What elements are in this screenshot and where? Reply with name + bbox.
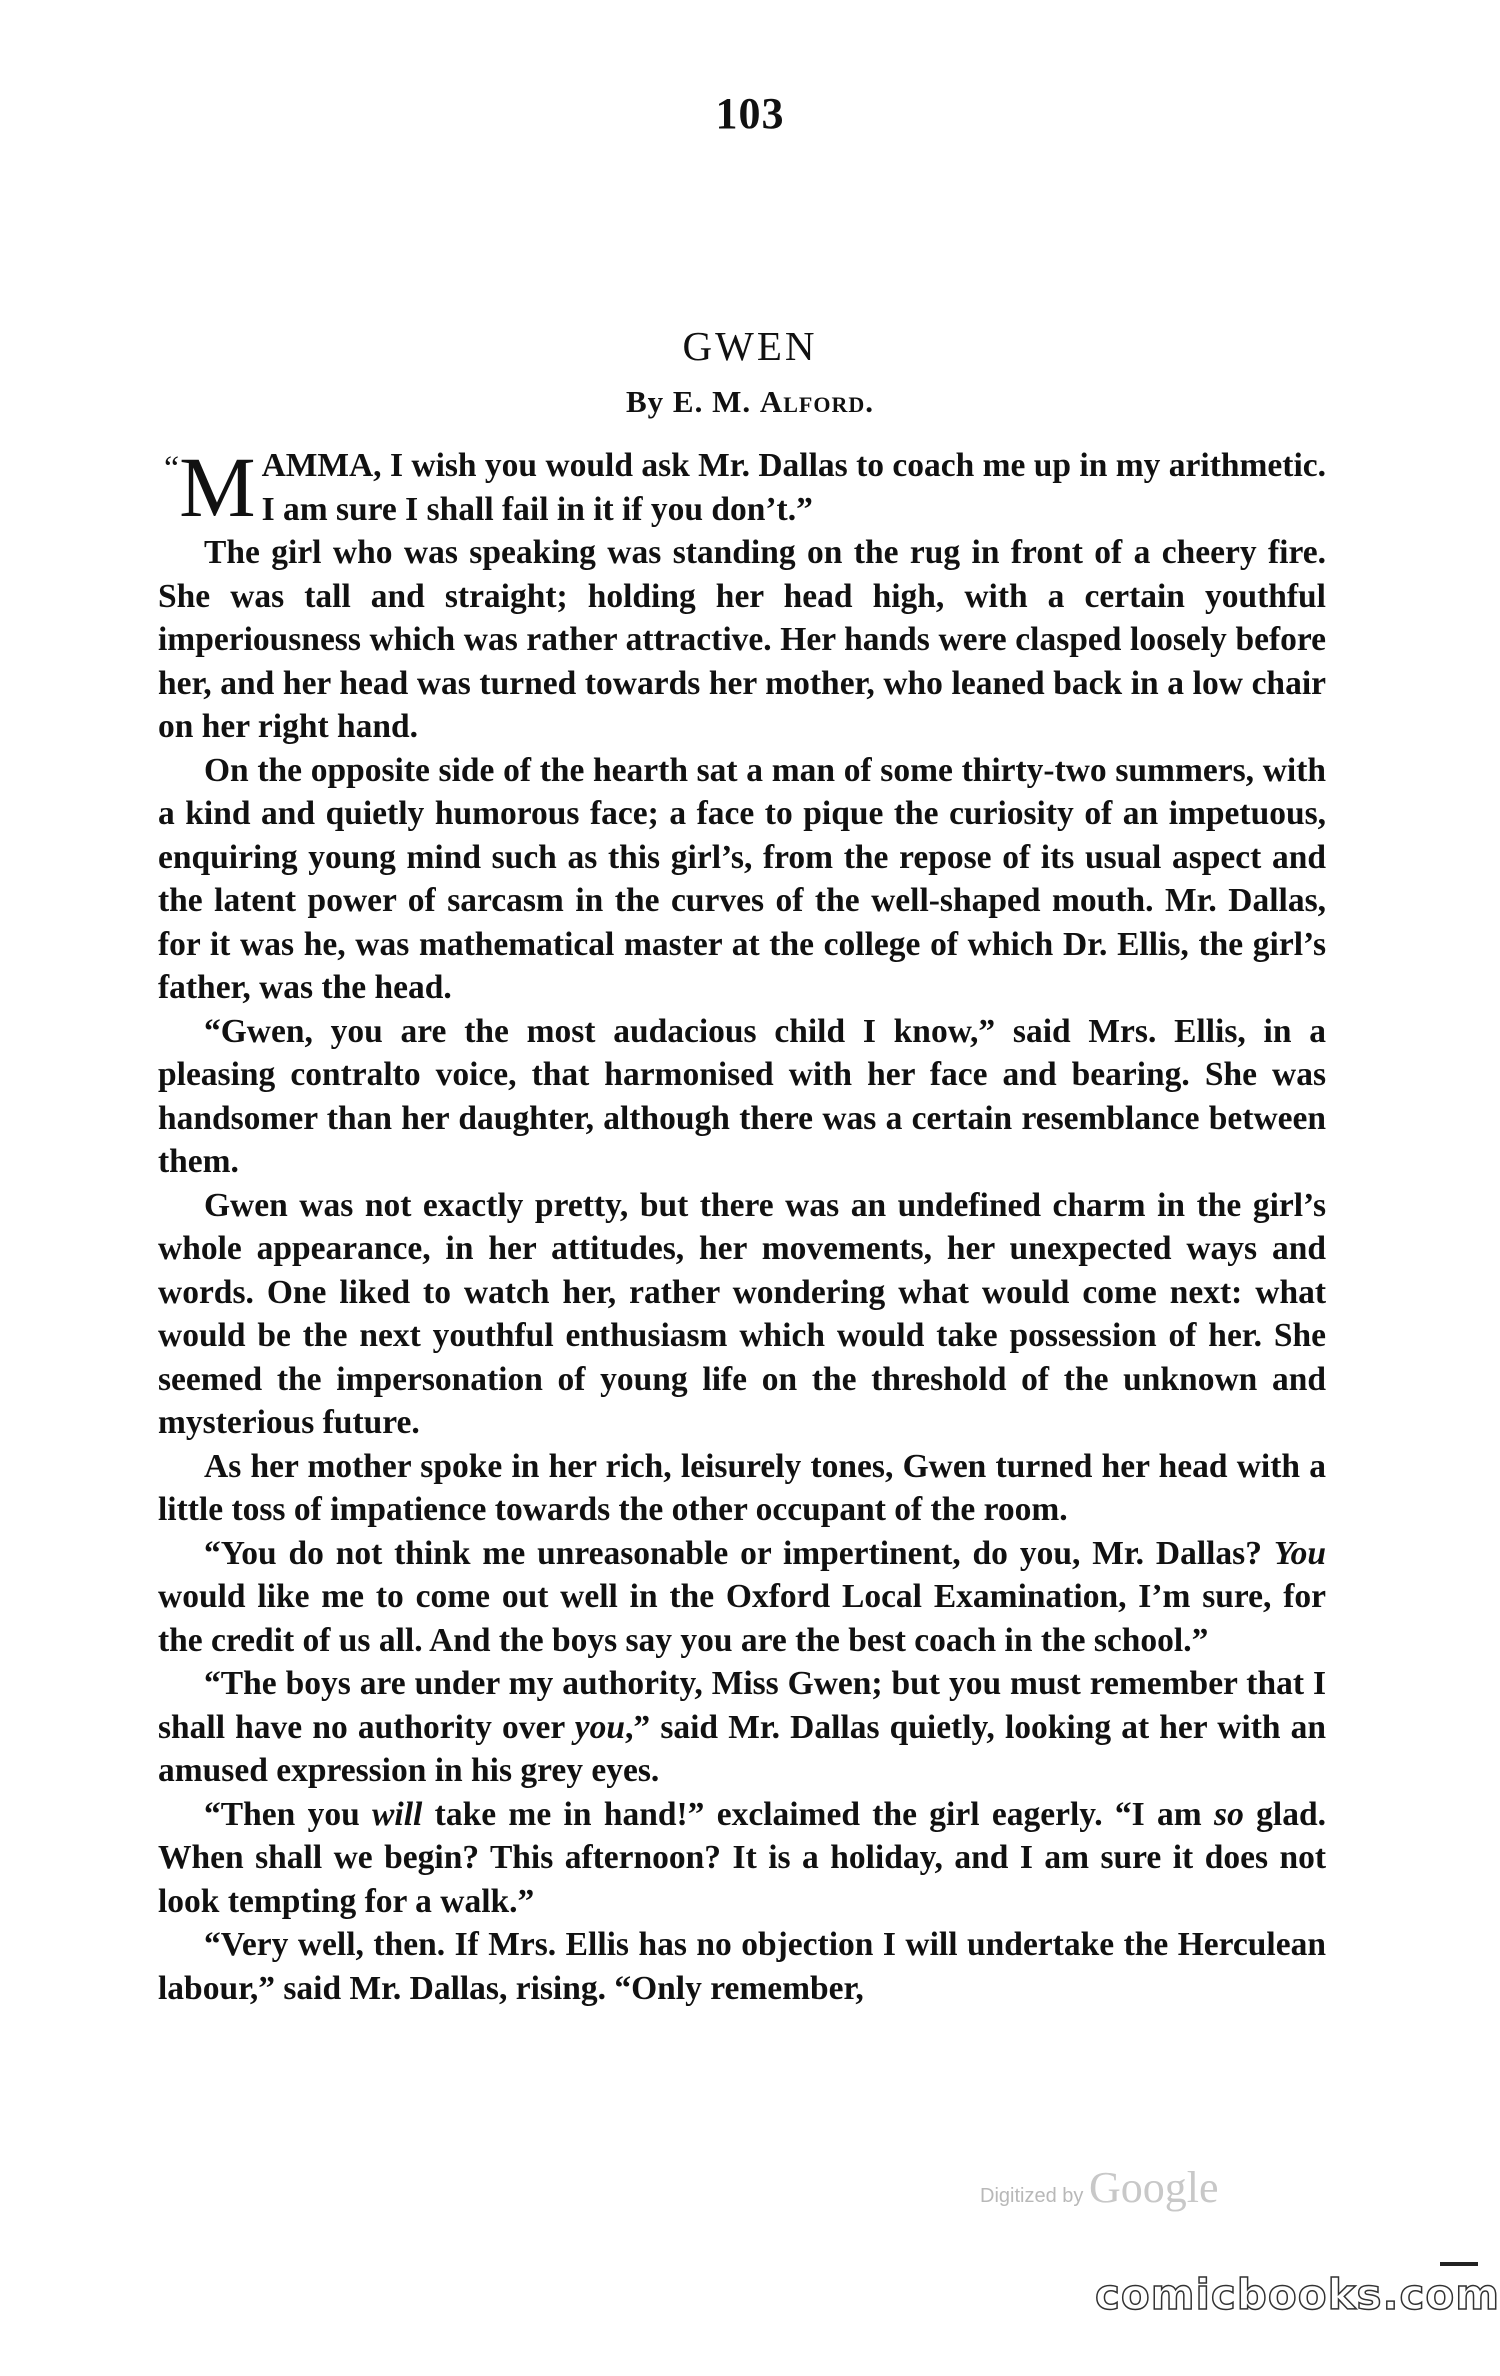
text-run: ,” said Mr. Dallas quietly, looking at her with an amused expression in his grey eyes. (158, 1708, 1327, 1789)
author-name: Alford. (759, 384, 874, 419)
paragraph-1 (158, 439, 1326, 535)
paragraph: On the opposite side of the hearth sat a man of some thirty-two summers, with a kind and quietly humorous face; a face to pique the curiosity of an impetuous, enquiring young mind such as this girl’s, from the repose of its usual aspect and the latent power of sarcasm in the curves of the well-shaped mouth. Mr. Dallas, for it was he, was mathematical master at the college of which Dr. Ellis, the girl’s father, was the head. (158, 751, 1326, 1006)
drop-cap-quote: “ (164, 450, 180, 487)
paragraph-6 (158, 1532, 1326, 1663)
story-body (158, 439, 1327, 2010)
drop-cap-letter: M (179, 439, 256, 535)
text-run: would like me to come out well in the Oxford Local Examination, I’m sure, for the credit of us all. And the boys say you are the best coach in the school.” (158, 1578, 1326, 1659)
paragraph: The girl who was speaking was standing on the rug in front of a cheery fire. She was tall and straight; holding her head high, with a certain youthful imperiousness which was rather attractive. Her hands were clasped loosely before her, and her head was turned towards her mother, who leaned back in a low chair on her right hand. (158, 534, 1326, 745)
text-run: “You do not think me unreasonable or impertinent, do you, Mr. Dallas? (204, 1534, 1274, 1572)
italic-run: so (1214, 1795, 1244, 1833)
paragraph: “Very well, then. If Mrs. Ellis has no objection I will undertake the Herculean labour,” said Mr. Dallas, rising. “Only remember, (158, 1926, 1326, 2007)
digitized-label: Digitized by (980, 2185, 1089, 2207)
page-edge-mark (1440, 2262, 1478, 2266)
digitized-watermark (980, 2162, 1218, 2213)
site-watermark: comicbooks.com (1095, 2270, 1500, 2319)
paragraph: “Gwen, you are the most audacious child I know,” said Mrs. Ellis, in a pleasing contralto voice, that harmonised with her face and bearing. She was handsomer than her daughter, although there was a certain resemblance between them. (158, 1012, 1326, 1180)
italic-run: you (574, 1708, 626, 1746)
byline-prefix: By E. M. (625, 384, 760, 419)
text-run: glad. When shall we begin? This afternoon? It is a holiday, and I am sure it does not look tempting for a walk.” (158, 1795, 1326, 1920)
byline (0, 384, 1500, 420)
paragraph: Gwen was not exactly pretty, but there was an undefined charm in the girl’s whole appearance, in her attitudes, her movements, her unexpected ways and words. One liked to watch her, rather wondering what would come next: what would be the next youthful enthusiasm which would take possession of her. She seemed the impersonation of young life on the threshold of the unknown and mysterious future. (158, 1186, 1326, 1441)
paragraph: As her mother spoke in her rich, leisurely tones, Gwen turned her head with a little toss of impatience towards the other occupant of the room. (158, 1447, 1326, 1528)
text-run: “The boys are under my authority, Miss Gwen; but you must remember that I shall have no authority over (158, 1665, 1326, 1746)
drop-cap (164, 439, 256, 535)
story-title: GWEN (682, 323, 818, 369)
paragraph-8 (158, 1793, 1326, 1924)
italic-run: will (372, 1795, 423, 1833)
text-run: “Then you (204, 1795, 373, 1833)
google-logo: Google (1088, 2163, 1219, 2212)
italic-run: You (1273, 1534, 1326, 1572)
text-run: take me in hand!” exclaimed the girl eagerly. “I am (422, 1795, 1215, 1833)
paragraph-1-text: AMMA, I wish you would ask Mr. Dallas to coach me up in my arithmetic. I am sure I shall fail in it if you don’t.” (261, 447, 1326, 528)
page-number: 103 (715, 89, 785, 138)
paragraph-7 (158, 1662, 1326, 1793)
